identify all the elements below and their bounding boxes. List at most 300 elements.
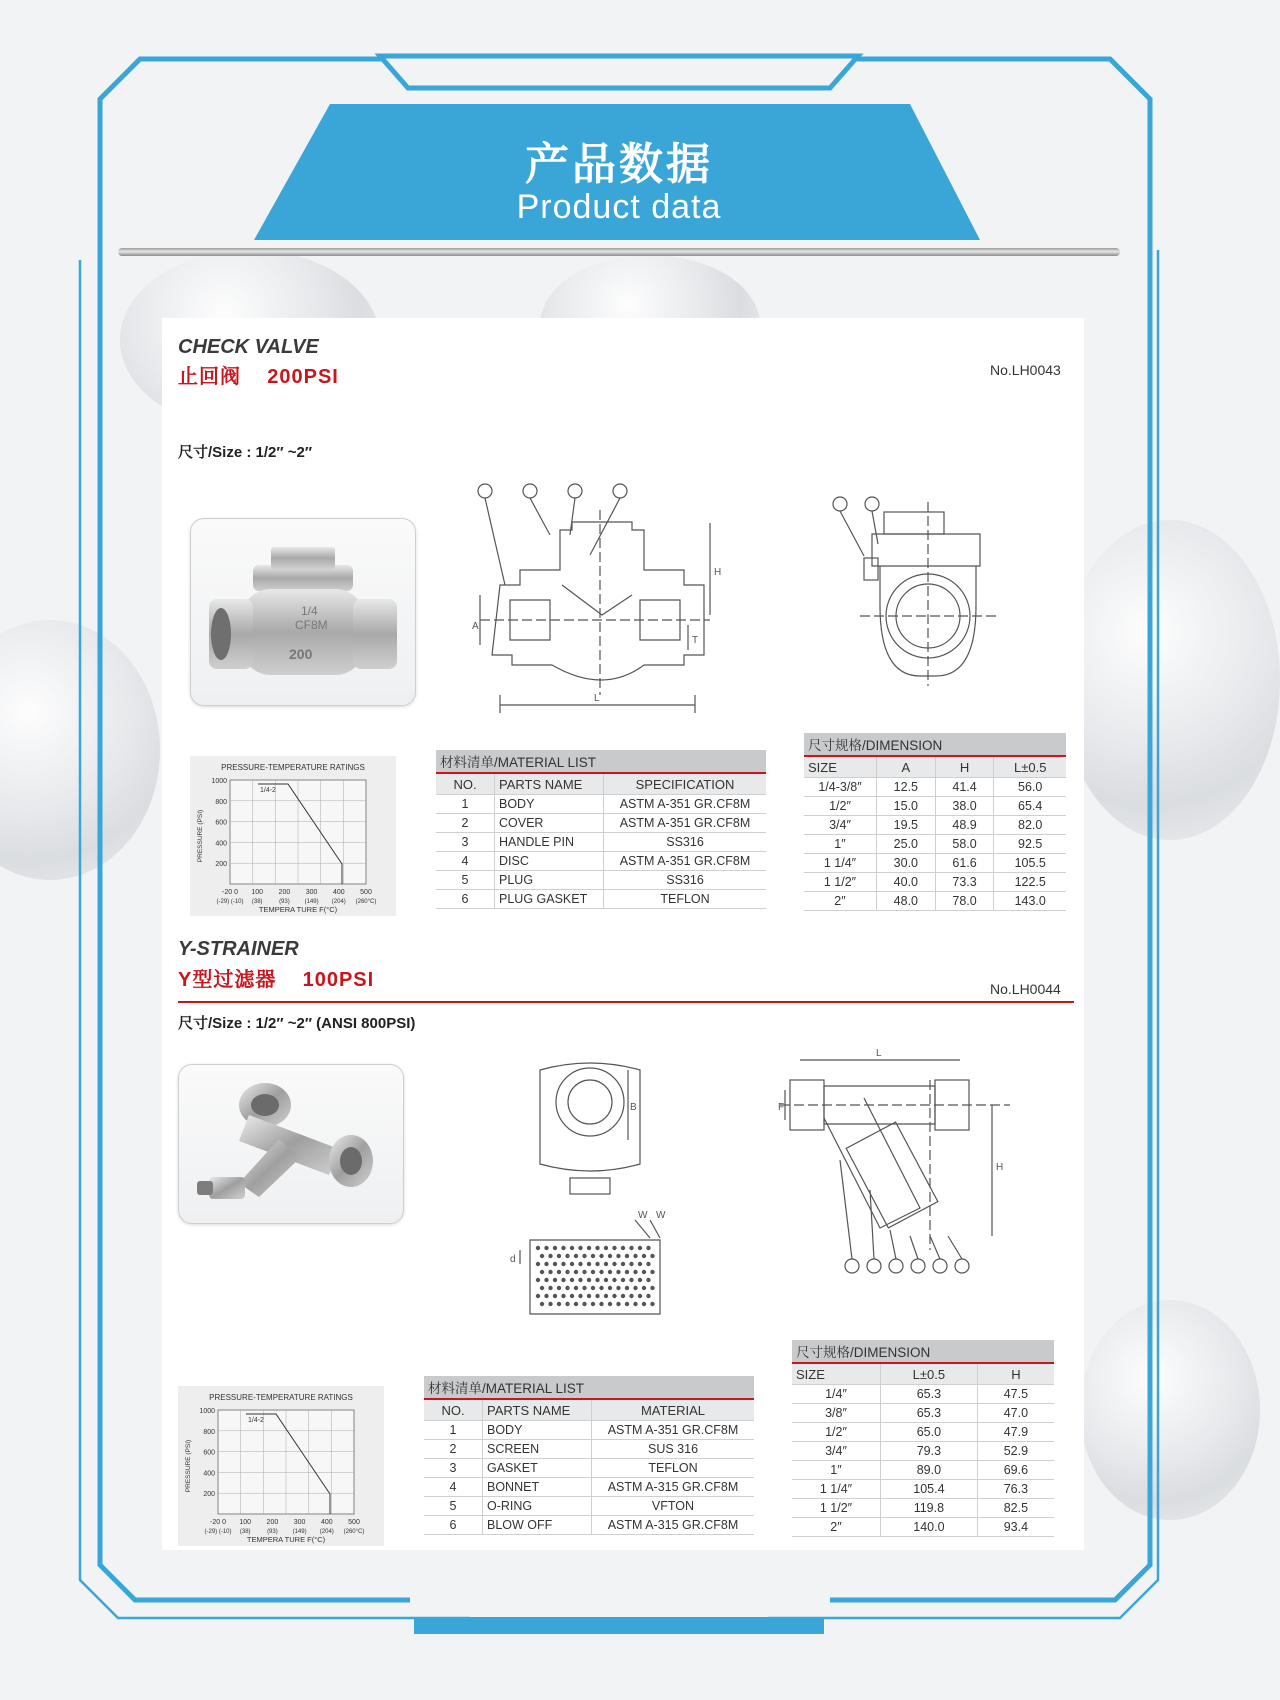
- table-row: [436, 871, 766, 890]
- y-tick-label: 800: [203, 1428, 215, 1436]
- table-row: [792, 1385, 1054, 1404]
- screen-hole: [574, 1286, 578, 1290]
- screen-hole: [599, 1270, 603, 1274]
- table-cell: 61.6: [935, 854, 994, 873]
- table-cell: 48.0: [877, 892, 936, 911]
- y-strainer-size: 尺寸/Size : 1/2″ ~2″ (ANSI 800PSI): [178, 1015, 416, 1032]
- screen-hole: [599, 1286, 603, 1290]
- screen-hole: [595, 1278, 599, 1282]
- table-cell: VFTON: [592, 1497, 755, 1516]
- table-cell: 1 1/2″: [804, 873, 877, 892]
- x-tick-label: 200: [278, 889, 291, 896]
- table-cell: 3/4″: [792, 1442, 881, 1461]
- x-tick-label-celsius: (149): [292, 1529, 307, 1535]
- screen-hole: [621, 1278, 625, 1282]
- table-cell: 56.0: [994, 778, 1066, 797]
- dim-label-d: d: [510, 1254, 516, 1265]
- screen-hole: [582, 1302, 586, 1306]
- screen-hole: [544, 1246, 548, 1250]
- screen-hole: [536, 1262, 540, 1266]
- screen-hole: [557, 1302, 561, 1306]
- x-tick-label-celsius: (38): [239, 1529, 251, 1535]
- screen-hole: [621, 1262, 625, 1266]
- table-cell: 79.3: [881, 1442, 978, 1461]
- table-cell: GASKET: [483, 1459, 592, 1478]
- y-strainer-photo-illustration: [179, 1065, 403, 1223]
- table-cell: 89.0: [881, 1461, 978, 1480]
- screen-hole: [608, 1270, 612, 1274]
- x-tick-label: 200: [266, 1519, 279, 1526]
- table-cell: 1/4″: [792, 1385, 881, 1404]
- screen-hole: [548, 1270, 552, 1274]
- screen-hole: [633, 1302, 637, 1306]
- screen-hole: [642, 1254, 646, 1258]
- table-row: [792, 1423, 1054, 1442]
- dimension-caption: 尺寸规格/DIMENSION: [792, 1340, 1054, 1363]
- dim-label-w2: W: [656, 1210, 666, 1221]
- screen-hole: [646, 1294, 650, 1298]
- table-cell: COVER: [495, 814, 604, 833]
- screen-hole: [565, 1254, 569, 1258]
- table-cell: 6: [424, 1516, 483, 1535]
- dim-label-h: H: [996, 1162, 1004, 1173]
- table-row: [436, 852, 766, 871]
- table-cell: 2″: [804, 892, 877, 911]
- table-cell: 93.4: [977, 1518, 1054, 1537]
- screen-hole: [612, 1262, 616, 1266]
- table-cell: SCREEN: [483, 1440, 592, 1459]
- table-cell: 1/2″: [792, 1423, 881, 1442]
- table-cell: 2: [424, 1440, 483, 1459]
- table-cell: 47.9: [977, 1423, 1054, 1442]
- screen-hole: [578, 1246, 582, 1250]
- check-valve-material-table: [436, 750, 766, 909]
- dim-label-b: B: [630, 1102, 637, 1113]
- material-caption: 材料清单/MATERIAL LIST: [424, 1376, 754, 1399]
- table-cell: 65.4: [994, 797, 1066, 816]
- table-cell: 1/4-3/8″: [804, 778, 877, 797]
- screen-hole: [565, 1270, 569, 1274]
- screen-hole: [540, 1254, 544, 1258]
- screen-hole: [646, 1246, 650, 1250]
- y-tick-label: 400: [215, 840, 227, 848]
- y-strainer-title-cn: [178, 963, 374, 992]
- x-tick-label: -20 0: [210, 1519, 226, 1526]
- screen-hole: [553, 1294, 557, 1298]
- screen-hole: [570, 1278, 574, 1282]
- table-cell: ASTM A-351 GR.CF8M: [604, 795, 767, 814]
- dim-label-h: H: [714, 567, 722, 578]
- table-cell: 82.0: [994, 816, 1066, 835]
- screen-hole: [557, 1254, 561, 1258]
- screen-hole: [570, 1262, 574, 1266]
- screen-hole: [587, 1246, 591, 1250]
- y-tick-label: 200: [203, 1491, 215, 1499]
- table-header-row: [436, 773, 766, 795]
- table-row: [792, 1518, 1054, 1537]
- col-header: SPECIFICATION: [604, 773, 767, 795]
- screen-hole: [599, 1302, 603, 1306]
- y-axis-label: PRESSURE (PSI): [185, 1439, 192, 1493]
- check-valve-name-cn: 止回阀: [178, 366, 241, 388]
- x-tick-label-celsius: (93): [267, 1529, 278, 1535]
- check-valve-end-view-drawing: [820, 490, 1000, 690]
- x-axis-label: TEMPERA TURE F(°C): [258, 905, 338, 914]
- screen-hole: [625, 1302, 629, 1306]
- screen-hole: [561, 1294, 565, 1298]
- screen-hole: [621, 1294, 625, 1298]
- screen-hole: [570, 1246, 574, 1250]
- table-cell: 30.0: [877, 854, 936, 873]
- chart-title: PRESSURE-TEMPERATURE RATINGS: [209, 1393, 353, 1402]
- x-tick-label-celsius: (204): [319, 1529, 334, 1535]
- check-valve-section-drawing: [450, 475, 740, 715]
- series-label: 1/4-2: [248, 1417, 264, 1424]
- table-header-row: [804, 756, 1066, 778]
- y-tick-label: 200: [215, 861, 227, 869]
- table-cell: 52.9: [977, 1442, 1054, 1461]
- material-caption: 材料清单/MATERIAL LIST: [436, 750, 766, 773]
- col-header: PARTS NAME: [483, 1399, 592, 1421]
- table-cell: 58.0: [935, 835, 994, 854]
- y-tick-label: 600: [203, 1449, 215, 1457]
- x-tick-label-celsius: (-29) (-10): [216, 899, 244, 905]
- screen-hole: [625, 1254, 629, 1258]
- screen-holes: [536, 1246, 655, 1306]
- table-cell: 65.3: [881, 1385, 978, 1404]
- screen-hole: [595, 1294, 599, 1298]
- screen-hole: [629, 1278, 633, 1282]
- screen-hole: [633, 1254, 637, 1258]
- col-header: NO.: [424, 1399, 483, 1421]
- y-strainer-section-drawing: [780, 1040, 1020, 1280]
- table-cell: 105.4: [881, 1480, 978, 1499]
- table-cell: HANDLE PIN: [495, 833, 604, 852]
- screen-hole: [587, 1294, 591, 1298]
- table-cell: SUS 316: [592, 1440, 755, 1459]
- table-cell: ASTM A-351 GR.CF8M: [604, 814, 767, 833]
- screen-hole: [557, 1286, 561, 1290]
- table-cell: 69.6: [977, 1461, 1054, 1480]
- dimension-rows: [804, 778, 1066, 911]
- table-row: [804, 892, 1066, 911]
- table-cell: 15.0: [877, 797, 936, 816]
- table-row: [436, 795, 766, 814]
- screen-hole: [604, 1262, 608, 1266]
- table-cell: 1 1/4″: [804, 854, 877, 873]
- screen-hole: [616, 1286, 620, 1290]
- table-cell: 48.9: [935, 816, 994, 835]
- banner-title-en: Product data: [516, 188, 722, 226]
- x-tick-label: 500: [348, 1519, 360, 1526]
- table-row: [792, 1499, 1054, 1518]
- screen-hole: [638, 1294, 642, 1298]
- screen-hole: [633, 1270, 637, 1274]
- dimension-rows: [792, 1385, 1054, 1537]
- table-row: [436, 890, 766, 909]
- table-caption-row: [792, 1340, 1054, 1363]
- table-cell: BODY: [483, 1421, 592, 1440]
- dim-label-l: L: [876, 1048, 882, 1059]
- screen-hole: [578, 1294, 582, 1298]
- screen-hole: [646, 1262, 650, 1266]
- screen-hole: [578, 1278, 582, 1282]
- screen-hole: [570, 1294, 574, 1298]
- table-cell: 47.0: [977, 1404, 1054, 1423]
- table-cell: 41.4: [935, 778, 994, 797]
- table-row: [424, 1516, 754, 1535]
- x-tick-label-celsius: (93): [279, 899, 290, 905]
- screen-hole: [642, 1302, 646, 1306]
- screen-hole: [650, 1302, 654, 1306]
- table-cell: TEFLON: [592, 1459, 755, 1478]
- table-cell: 65.3: [881, 1404, 978, 1423]
- x-tick-label-celsius: (-29) (-10): [204, 1529, 232, 1535]
- screen-hole: [561, 1262, 565, 1266]
- table-cell: 4: [424, 1478, 483, 1497]
- y-tick-label: 600: [215, 819, 227, 827]
- table-cell: 78.0: [935, 892, 994, 911]
- col-header: A: [877, 756, 936, 778]
- screen-hole: [591, 1254, 595, 1258]
- table-cell: 1: [424, 1421, 483, 1440]
- table-cell: 119.8: [881, 1499, 978, 1518]
- screen-hole: [548, 1286, 552, 1290]
- screen-hole: [608, 1254, 612, 1258]
- table-row: [804, 778, 1066, 797]
- pt-chart-svg: [190, 756, 396, 916]
- check-valve-pt-chart: [190, 756, 396, 916]
- check-valve-model-no: No.LH0043: [990, 362, 1061, 378]
- table-row: [792, 1480, 1054, 1499]
- col-header: PARTS NAME: [495, 773, 604, 795]
- table-cell: 6: [436, 890, 495, 909]
- screen-hole: [553, 1278, 557, 1282]
- x-tick-label: 500: [360, 889, 372, 896]
- table-cell: 3: [436, 833, 495, 852]
- table-cell: 5: [424, 1497, 483, 1516]
- table-cell: 1: [436, 795, 495, 814]
- material-rows: [436, 795, 766, 909]
- screen-hole: [629, 1294, 633, 1298]
- dim-label-t: T: [692, 635, 699, 646]
- y-strainer-name-cn: Y型过滤器: [178, 969, 277, 991]
- table-row: [424, 1440, 754, 1459]
- table-caption-row: [424, 1376, 754, 1399]
- x-tick-label: 300: [293, 1519, 306, 1526]
- screen-hole: [565, 1286, 569, 1290]
- table-cell: 12.5: [877, 778, 936, 797]
- table-cell: 1″: [792, 1461, 881, 1480]
- table-cell: BONNET: [483, 1478, 592, 1497]
- screen-hole: [612, 1246, 616, 1250]
- table-cell: 122.5: [994, 873, 1066, 892]
- x-tick-label-celsius: (260°C): [343, 1529, 365, 1535]
- table-cell: 5: [436, 871, 495, 890]
- screen-hole: [565, 1302, 569, 1306]
- pt-chart-svg: [178, 1386, 384, 1546]
- screen-hole: [638, 1262, 642, 1266]
- x-tick-label-celsius: (149): [304, 899, 319, 905]
- table-cell: 19.5: [877, 816, 936, 835]
- screen-hole: [629, 1262, 633, 1266]
- table-row: [792, 1404, 1054, 1423]
- table-cell: BLOW OFF: [483, 1516, 592, 1535]
- x-tick-label: -20 0: [222, 889, 238, 896]
- screen-hole: [616, 1270, 620, 1274]
- y-strainer-dimension-table: [792, 1340, 1054, 1537]
- table-cell: ASTM A-315 GR.CF8M: [592, 1516, 755, 1535]
- screen-hole: [638, 1278, 642, 1282]
- table-cell: 1 1/4″: [792, 1480, 881, 1499]
- table-cell: PLUG: [495, 871, 604, 890]
- table-caption-row: [436, 750, 766, 773]
- check-valve-dimension-table: [804, 733, 1066, 911]
- screen-hole: [591, 1286, 595, 1290]
- table-header-row: [792, 1363, 1054, 1385]
- table-header-row: [424, 1399, 754, 1421]
- table-row: [804, 835, 1066, 854]
- table-cell: 105.5: [994, 854, 1066, 873]
- table-cell: TEFLON: [604, 890, 767, 909]
- screen-hole: [536, 1294, 540, 1298]
- screen-hole: [629, 1246, 633, 1250]
- divider-bar: [118, 248, 1120, 256]
- col-header: H: [977, 1363, 1054, 1385]
- screen-hole: [587, 1262, 591, 1266]
- dim-label-f: F: [778, 1102, 785, 1113]
- screen-hole: [548, 1302, 552, 1306]
- table-row: [436, 814, 766, 833]
- screen-hole: [604, 1278, 608, 1282]
- screen-hole: [642, 1286, 646, 1290]
- screen-hole: [557, 1270, 561, 1274]
- table-cell: 92.5: [994, 835, 1066, 854]
- table-cell: 76.3: [977, 1480, 1054, 1499]
- section-divider: [178, 1001, 1074, 1003]
- y-tick-label: 400: [203, 1470, 215, 1478]
- screen-hole: [536, 1278, 540, 1282]
- screen-hole: [621, 1246, 625, 1250]
- y-tick-label: 1000: [211, 778, 227, 785]
- screen-hole: [616, 1254, 620, 1258]
- screen-hole: [650, 1254, 654, 1258]
- table-cell: ASTM A-351 GR.CF8M: [604, 852, 767, 871]
- screen-hole: [582, 1254, 586, 1258]
- screen-hole: [625, 1270, 629, 1274]
- screen-hole: [642, 1270, 646, 1274]
- photo-marking-3: 200: [289, 646, 313, 662]
- table-cell: 1/2″: [804, 797, 877, 816]
- x-tick-label-celsius: (38): [251, 899, 263, 905]
- col-header: L±0.5: [881, 1363, 978, 1385]
- col-header: SIZE: [804, 756, 877, 778]
- check-valve-size: 尺寸/Size : 1/2″ ~2″: [178, 444, 313, 461]
- screen-hole: [574, 1254, 578, 1258]
- y-strainer-title-en: Y-STRAINER: [178, 938, 299, 960]
- table-cell: SS316: [604, 871, 767, 890]
- table-row: [804, 873, 1066, 892]
- table-cell: 140.0: [881, 1518, 978, 1537]
- table-row: [804, 816, 1066, 835]
- table-cell: O-RING: [483, 1497, 592, 1516]
- screen-hole: [599, 1254, 603, 1258]
- screen-hole: [548, 1254, 552, 1258]
- table-row: [424, 1497, 754, 1516]
- screen-hole: [650, 1270, 654, 1274]
- screen-hole: [578, 1262, 582, 1266]
- y-axis-label: PRESSURE (PSI): [197, 809, 204, 863]
- table-cell: 4: [436, 852, 495, 871]
- check-valve-photo: [190, 518, 416, 706]
- table-row: [424, 1459, 754, 1478]
- table-row: [804, 797, 1066, 816]
- screen-hole: [604, 1294, 608, 1298]
- x-tick-label: 400: [332, 889, 345, 896]
- col-header: SIZE: [792, 1363, 881, 1385]
- photo-marking-1: 1/4: [301, 604, 318, 618]
- screen-hole: [650, 1286, 654, 1290]
- col-header: MATERIAL: [592, 1399, 755, 1421]
- screen-hole: [591, 1270, 595, 1274]
- dim-label-l: L: [594, 693, 600, 704]
- table-cell: PLUG GASKET: [495, 890, 604, 909]
- screen-hole: [553, 1246, 557, 1250]
- table-row: [804, 854, 1066, 873]
- screen-hole: [561, 1278, 565, 1282]
- y-strainer-model-no: No.LH0044: [990, 981, 1061, 997]
- table-cell: 25.0: [877, 835, 936, 854]
- table-row: [792, 1442, 1054, 1461]
- screen-hole: [553, 1262, 557, 1266]
- col-header: L±0.5: [994, 756, 1066, 778]
- screen-hole: [544, 1278, 548, 1282]
- screen-hole: [540, 1302, 544, 1306]
- table-row: [436, 833, 766, 852]
- screen-hole: [608, 1286, 612, 1290]
- screen-hole: [574, 1270, 578, 1274]
- screen-hole: [582, 1270, 586, 1274]
- table-cell: 2: [436, 814, 495, 833]
- screen-hole: [574, 1302, 578, 1306]
- table-cell: 1″: [804, 835, 877, 854]
- table-cell: 2″: [792, 1518, 881, 1537]
- table-cell: 73.3: [935, 873, 994, 892]
- y-strainer-pressure: 100PSI: [302, 969, 375, 991]
- screen-hole: [587, 1278, 591, 1282]
- col-header: NO.: [436, 773, 495, 795]
- y-strainer-photo: [178, 1064, 404, 1224]
- table-cell: 1 1/2″: [792, 1499, 881, 1518]
- screen-hole: [633, 1286, 637, 1290]
- x-axis-label: TEMPERA TURE F(°C): [246, 1535, 326, 1544]
- table-cell: 65.0: [881, 1423, 978, 1442]
- check-valve-title-en: CHECK VALVE: [178, 336, 319, 358]
- dim-label-w: W: [638, 1210, 648, 1221]
- table-cell: 40.0: [877, 873, 936, 892]
- screen-hole: [646, 1278, 650, 1282]
- check-valve-pressure: 200PSI: [267, 366, 339, 388]
- screen-hole: [544, 1262, 548, 1266]
- table-row: [424, 1421, 754, 1440]
- x-tick-label: 400: [320, 1519, 333, 1526]
- check-valve-title-cn: [178, 360, 339, 389]
- screen-hole: [582, 1286, 586, 1290]
- screen-hole: [544, 1294, 548, 1298]
- table-cell: 3: [424, 1459, 483, 1478]
- screen-hole: [616, 1302, 620, 1306]
- x-tick-label-celsius: (204): [331, 899, 346, 905]
